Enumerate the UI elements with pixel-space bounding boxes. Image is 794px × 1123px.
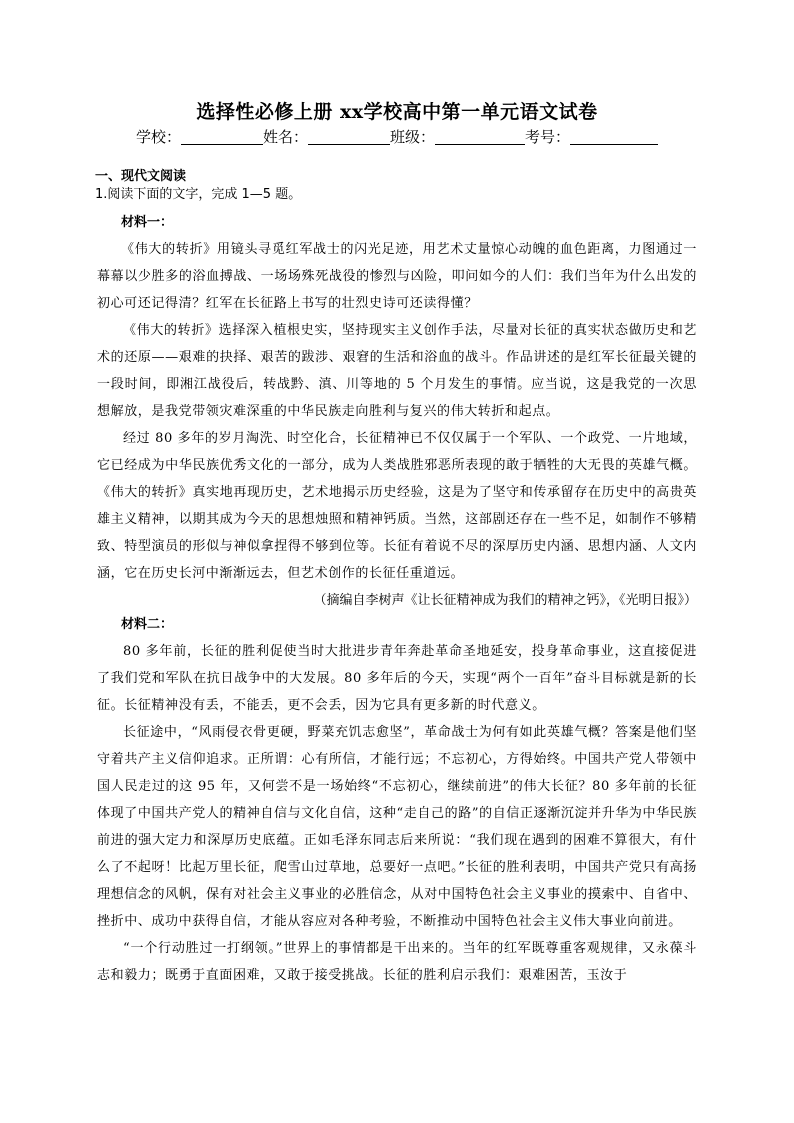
exam-number-label: 考号： bbox=[525, 128, 571, 146]
exam-title: 选择性必修上册 xx学校高中第一单元语文试卷 bbox=[196, 101, 598, 123]
class-label: 班级： bbox=[390, 128, 436, 146]
section-heading: 一、现代文阅读 bbox=[95, 169, 187, 184]
question-instruction: 1.阅读下面的文字，完成 1—5 题。 bbox=[95, 187, 302, 202]
material-one-label: 材料一： bbox=[121, 215, 174, 230]
student-info-line bbox=[0, 126, 794, 147]
material-two-label: 材料二： bbox=[121, 617, 174, 632]
main-content bbox=[97, 168, 697, 989]
name-blank bbox=[308, 128, 390, 145]
material-one-paragraph: 《伟大的转折》选择深入植根史实，坚持现实主义创作手法，尽量对长征的真实状态做历史和艺术的还原——艰难的抉择、艰苦的跋涉、艰窘的生活和浴血的战斗。作品讲述的是红军长征最关键的一段时间，即湘江战役后，转战黔、滇、川等地的 5 个月发生的事情。应当说，这是我党的一次思想解放，是我党带领灾难深重的中华民族走向胜利与复兴的伟大转折和起点。 bbox=[97, 323, 697, 419]
material-one-paragraph: 《伟大的转折》用镜头寻觅红军战士的闪光足迹，用艺术丈量惊心动魄的血色距离，力图通过一幕幕以少胜多的浴血搏战、一场场殊死战役的惨烈与凶险，叩问如今的人们：我们当年为什么出发的初心可还记得清？红军在长征路上书写的壮烈史诗可还读得懂？ bbox=[97, 242, 697, 311]
school-blank bbox=[181, 128, 263, 145]
material-two-paragraph: 80 多年前，长征的胜利促使当时大批进步青年奔赴革命圣地延安，投身革命事业，这直接促进了我们党和军队在抗日战争中的大发展。80 多年后的今天，实现“两个一百年”奋斗目标就是新的长征。长征精神没有丢，不能丢，更不会丢，因为它具有更多新的时代意义。 bbox=[97, 644, 697, 713]
material-one-source: （摘编自李树声《让长征精神成为我们的精神之钙》，《光明日报》） bbox=[313, 593, 697, 608]
material-one-paragraph: 经过 80 多年的岁月淘洗、时空化合，长征精神已不仅仅属于一个军队、一个政党、一片地域，它已经成为中华民族优秀文化的一部分，成为人类战胜邪恶所表现的敢于牺牲的大无畏的英雄气概。《伟大的转折》真实地再现历史，艺术地揭示历史经验，这是为了坚守和传承留存在历史中的高贵英雄主义精神，以期其成为今天的思想烛照和精神钙质。当然，这部剧还存在一些不足，如制作不够精致、特型演员的形似与神似拿捏得不够到位等。长征有着说不尽的深厚历史内涵、思想内涵、人文内涵，它在历史长河中渐渐远去，但艺术创作的长征任重道远。 bbox=[97, 431, 697, 581]
name-label: 姓名： bbox=[262, 128, 308, 146]
exam-number-blank bbox=[570, 128, 658, 145]
class-blank bbox=[435, 128, 525, 145]
school-label: 学校： bbox=[135, 128, 181, 146]
material-two-paragraph: “一个行动胜过一打纲领。”世界上的事情都是干出来的。当年的红军既尊重客观规律，又永葆斗志和毅力；既勇于直面困难，又敢于接受挑战。长征的胜利启示我们：艰难困苦，玉汝于 bbox=[97, 941, 697, 983]
material-two-paragraph: 长征途中，“风雨侵衣骨更硬，野菜充饥志愈坚”，革命战士为何有如此英雄气概？答案是他们坚守着共产主义信仰追求。正所谓：心有所信，才能行远；不忘初心，方得始终。中国共产党人带领中国人民走过的这 95 年，又何尝不是一场始终“不忘初心，继续前进”的伟大长征？80 多年前的长征体现了中国共产党人的精神自信与文化自信，这种“走自己的路”的自信正逐渐沉淀并升华为中华民族前进的强大定力和深厚历史底蕴。正如毛泽东同志后来所说：“我们现在遇到的困难不算很大，有什么了不起呀！比起万里长征，爬雪山过草地，总要好一点吧。”长征的胜利表明，中国共产党只有高扬理想信念的风帆，保有对社会主义事业的必胜信念，从对中国特色社会主义事业的摸索中、自省中、挫折中、成功中获得自信，才能从容应对各种考验，不断推动中国特色社会主义伟大事业向前进。 bbox=[97, 725, 697, 929]
